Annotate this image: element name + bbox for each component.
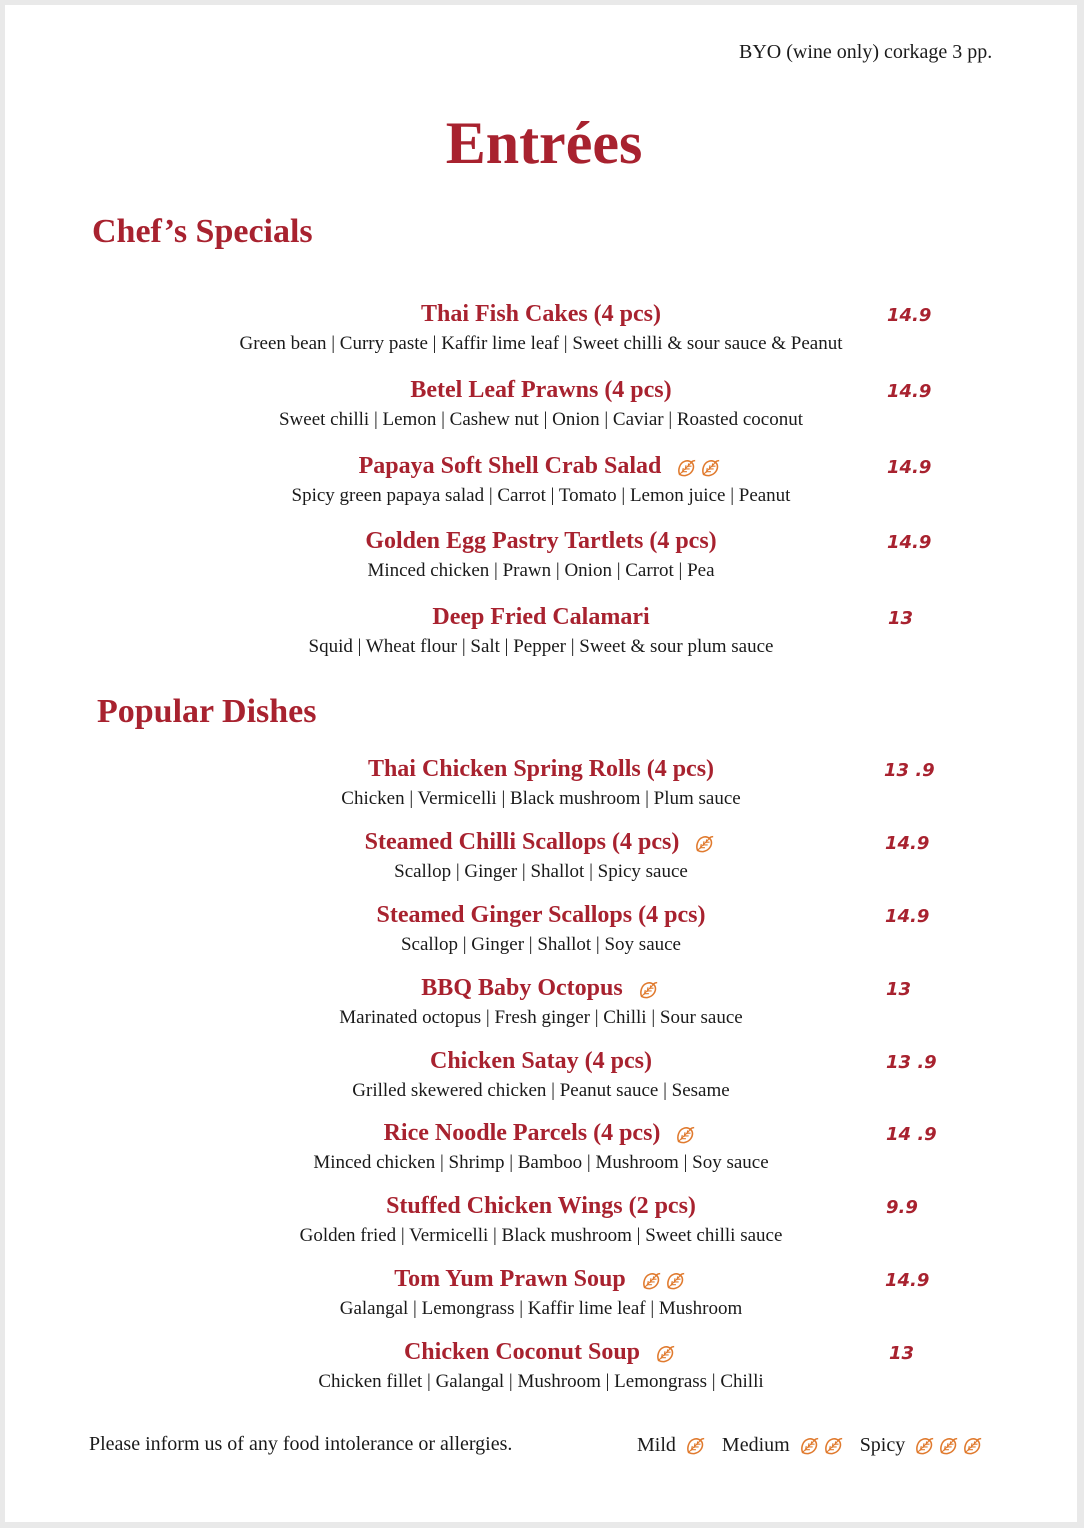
- item-name: Golden Egg Pastry Tartlets (4 pcs): [365, 528, 717, 554]
- item-price: 14.9: [887, 381, 932, 402]
- item-price: 14.9: [887, 305, 932, 326]
- item-name: Papaya Soft Shell Crab Salad: [358, 453, 662, 479]
- chili-icon: [674, 1124, 696, 1146]
- item-price: 13 .9: [884, 760, 935, 781]
- item-name: Stuffed Chicken Wings (2 pcs): [386, 1193, 696, 1219]
- item-description: Scallop | Ginger | Shallot | Soy sauce: [400, 934, 681, 955]
- item-name: Thai Chicken Spring Rolls (4 pcs): [367, 756, 715, 782]
- chili-icon: [913, 1435, 935, 1457]
- legend-medium-chilis: [798, 1434, 846, 1457]
- item-description: Galangal | Lemongrass | Kaffir lime leaf | Mushroom: [339, 1298, 743, 1319]
- item-name-row: [5, 604, 1077, 631]
- legend-mild-chilis: [684, 1434, 708, 1457]
- item-price: 13: [889, 1343, 915, 1364]
- item-name: Chicken Coconut Soup: [403, 1339, 641, 1365]
- item-price: 13: [886, 979, 912, 1000]
- spice-level: [654, 1340, 678, 1367]
- item-description: Squid | Wheat flour | Salt | Pepper | Sweet & sour plum sauce: [308, 636, 774, 657]
- item-name: BBQ Baby Octopus: [421, 975, 623, 1001]
- spice-level: [675, 454, 723, 481]
- item-description: Golden fried | Vermicelli | Black mushroom | Sweet chilli sauce: [299, 1225, 783, 1246]
- item-price: 13: [888, 608, 914, 629]
- item-description: Minced chicken | Shrimp | Bamboo | Mushroom | Soy sauce: [313, 1152, 769, 1173]
- spice-level: [637, 976, 661, 1003]
- legend-label-mild: Mild: [637, 1433, 676, 1456]
- chili-icon: [684, 1435, 706, 1457]
- chili-icon: [675, 457, 697, 479]
- allergy-note: Please inform us of any food intolerance or allergies.: [89, 1433, 513, 1455]
- item-description: Chicken fillet | Galangal | Mushroom | Lemongrass | Chilli: [318, 1371, 764, 1392]
- legend-label-spicy: Spicy: [859, 1433, 906, 1456]
- item-price: 14.9: [885, 833, 930, 854]
- spice-legend: [637, 1433, 999, 1457]
- chili-icon: [961, 1435, 983, 1457]
- item-price: 9.9: [886, 1197, 918, 1218]
- item-price: 14.9: [887, 457, 932, 478]
- item-price: 14.9: [885, 1270, 930, 1291]
- spice-level: [693, 830, 717, 857]
- menu-page: [5, 5, 1077, 1522]
- item-description: Sweet chilli | Lemon | Cashew nut | Onion | Caviar | Roasted coconut: [278, 409, 803, 430]
- item-price: 13 .9: [886, 1052, 937, 1073]
- byo-note: BYO (wine only) corkage 3 pp.: [739, 41, 993, 63]
- chili-icon: [798, 1435, 820, 1457]
- chili-icon: [640, 1270, 662, 1292]
- chili-icon: [699, 457, 721, 479]
- chili-icon: [637, 979, 659, 1001]
- item-description: Spicy green papaya salad | Carrot | Tomato | Lemon juice | Peanut: [291, 485, 791, 506]
- section-heading-popular-dishes: Popular Dishes: [97, 693, 317, 730]
- item-price: 14.9: [887, 532, 932, 553]
- chili-icon: [654, 1343, 676, 1365]
- item-name-row: [5, 975, 1077, 1003]
- item-name: Steamed Chilli Scallops (4 pcs): [364, 829, 680, 855]
- item-name: Rice Noodle Parcels (4 pcs): [383, 1120, 661, 1146]
- item-name: Betel Leaf Prawns (4 pcs): [410, 377, 672, 403]
- chili-icon: [937, 1435, 959, 1457]
- spice-level: [674, 1121, 698, 1148]
- item-description: Minced chicken | Prawn | Onion | Carrot | Pea: [367, 560, 715, 581]
- section-heading-chefs-specials: Chef’s Specials: [92, 213, 313, 250]
- item-description: Scallop | Ginger | Shallot | Spicy sauce: [394, 861, 688, 882]
- page-title: Entrées: [445, 110, 643, 176]
- item-description: Chicken | Vermicelli | Black mushroom | Plum sauce: [341, 788, 741, 809]
- chili-icon: [693, 833, 715, 855]
- item-name-row: [5, 1339, 1077, 1367]
- item-description: Green bean | Curry paste | Kaffir lime leaf | Sweet chilli & sour sauce & Peanut: [239, 333, 843, 354]
- item-description: Grilled skewered chicken | Peanut sauce | Sesame: [352, 1080, 730, 1101]
- spice-level: [640, 1267, 688, 1294]
- legend-spicy-chilis: [913, 1434, 985, 1457]
- item-price: 14 .9: [886, 1124, 937, 1145]
- item-name: Tom Yum Prawn Soup: [394, 1266, 626, 1292]
- item-name: Chicken Satay (4 pcs): [429, 1048, 652, 1074]
- item-name: Deep Fried Calamari: [432, 604, 650, 630]
- item-name: Thai Fish Cakes (4 pcs): [420, 301, 662, 327]
- chili-icon: [822, 1435, 844, 1457]
- item-price: 14.9: [885, 906, 930, 927]
- item-name: Steamed Ginger Scallops (4 pcs): [376, 902, 706, 928]
- item-description: Marinated octopus | Fresh ginger | Chilli | Sour sauce: [339, 1007, 743, 1028]
- legend-label-medium: Medium: [721, 1433, 790, 1456]
- chili-icon: [664, 1270, 686, 1292]
